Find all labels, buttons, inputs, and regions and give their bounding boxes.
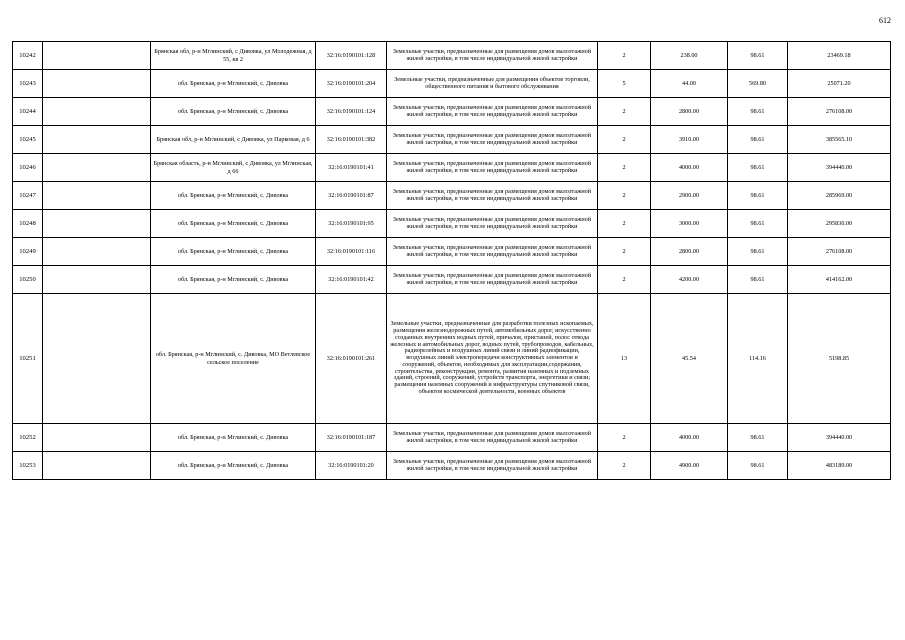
cadastral-value-cell: 23469.18 bbox=[788, 42, 891, 70]
land-use-cell: Земельные участки, предназначенные для размещения домов малоэтажной жилой застройки, в том числе индивидуальной жилой застройки bbox=[387, 98, 598, 126]
land-use-cell: Земельные участки, предназначенные для размещения объектов торговли, общественного питания и бытового обслуживания bbox=[387, 70, 598, 98]
cadastral-value-cell: 394440.00 bbox=[788, 154, 891, 182]
rate-cell: 98.61 bbox=[728, 452, 788, 480]
table-row bbox=[13, 266, 891, 294]
address-cell: Брянская обл, р-н Мглинский, с Дивовка, ул Парковая, д 6 bbox=[151, 126, 316, 154]
rate-cell: 98.61 bbox=[728, 182, 788, 210]
land-use-cell: Земельные участки, предназначенные для размещения домов малоэтажной жилой застройки, в том числе индивидуальной жилой застройки bbox=[387, 210, 598, 238]
cadastral-value-cell: 285969.00 bbox=[788, 182, 891, 210]
address-cell: обл. Брянская, р-н Мглинский, с. Дивовка bbox=[151, 70, 316, 98]
row-id-cell: 10247 bbox=[13, 182, 43, 210]
group-cell: 2 bbox=[598, 154, 651, 182]
cadastral-number-cell: 32:16:0190101:187 bbox=[316, 424, 387, 452]
address-cell: обл. Брянская, р-н Мглинский, с. Дивовка bbox=[151, 238, 316, 266]
group-cell: 2 bbox=[598, 42, 651, 70]
row-id-cell: 10243 bbox=[13, 70, 43, 98]
group-cell: 5 bbox=[598, 70, 651, 98]
table-row bbox=[13, 452, 891, 480]
cadastral-number-cell: 32:16:0190101:204 bbox=[316, 70, 387, 98]
cadastral-value-cell: 394440.00 bbox=[788, 424, 891, 452]
rate-cell: 98.61 bbox=[728, 424, 788, 452]
rate-cell: 98.61 bbox=[728, 98, 788, 126]
address-cell: обл. Брянская, р-н Мглинский, с. Дивовка bbox=[151, 266, 316, 294]
table-row bbox=[13, 182, 891, 210]
rate-cell: 98.61 bbox=[728, 238, 788, 266]
area-cell: 2900.00 bbox=[651, 182, 728, 210]
empty-cell bbox=[43, 98, 151, 126]
table-row bbox=[13, 238, 891, 266]
cadastral-number-cell: 32:16:0190101:95 bbox=[316, 210, 387, 238]
cadastral-value-cell: 25071.20 bbox=[788, 70, 891, 98]
cadastral-value-cell: 276108.00 bbox=[788, 98, 891, 126]
address-cell: обл. Брянская, р-н Мглинский, с. Дивовка bbox=[151, 210, 316, 238]
row-id-cell: 10252 bbox=[13, 424, 43, 452]
land-use-cell: Земельные участки, предназначенные для размещения домов малоэтажной жилой застройки, в том числе индивидуальной жилой застройки bbox=[387, 452, 598, 480]
rate-cell: 98.61 bbox=[728, 154, 788, 182]
area-cell: 3000.00 bbox=[651, 210, 728, 238]
area-cell: 44.00 bbox=[651, 70, 728, 98]
group-cell: 2 bbox=[598, 238, 651, 266]
area-cell: 4900.00 bbox=[651, 452, 728, 480]
cadastral-value-cell: 414162.00 bbox=[788, 266, 891, 294]
table-row bbox=[13, 154, 891, 182]
cadastral-number-cell: 32:16:0190101:382 bbox=[316, 126, 387, 154]
land-use-cell: Земельные участки, предназначенные для размещения домов малоэтажной жилой застройки, в том числе индивидуальной жилой застройки bbox=[387, 424, 598, 452]
rate-cell: 98.61 bbox=[728, 42, 788, 70]
area-cell: 45.54 bbox=[651, 294, 728, 424]
land-use-cell: Земельные участки, предназначенные для размещения домов малоэтажной жилой застройки, в том числе индивидуальной жилой застройки bbox=[387, 182, 598, 210]
group-cell: 2 bbox=[598, 210, 651, 238]
row-id-cell: 10250 bbox=[13, 266, 43, 294]
land-use-cell: Земельные участки, предназначенные для размещения домов малоэтажной жилой застройки, в том числе индивидуальной жилой застройки bbox=[387, 238, 598, 266]
address-cell: обл. Брянская, р-н Мглинский, с. Дивовка bbox=[151, 452, 316, 480]
rate-cell: 98.61 bbox=[728, 126, 788, 154]
row-id-cell: 10246 bbox=[13, 154, 43, 182]
cadastral-value-cell: 5198.85 bbox=[788, 294, 891, 424]
group-cell: 2 bbox=[598, 182, 651, 210]
cadastral-value-cell: 483189.00 bbox=[788, 452, 891, 480]
group-cell: 2 bbox=[598, 266, 651, 294]
land-use-cell: Земельные участки, предназначенные для разработки полезных ископаемых, размещения железнодорожных путей, автомобильных дорог, искусственно созданных внутренних водных путей, причалов, пристаней, полос отвода железных и автомобильных дорог, водных путей, трубопроводов, кабельных, радиорелейных и воздушных линий связи и линий радиофикации, воздушных линий электропередачи конструктивных элементов и сооружений, объектов, необходимых для эксплуатации,содержания, строительства, реконструкции, ремонта, развития наземных и подземных зданий, строений, сооружений, устройств транспорта, энергетики и связи; размещения наземных сооружений и инфраструктуры спутниковой связи, объектов космической деятельности, военных объектов bbox=[387, 294, 598, 424]
area-cell: 238.00 bbox=[651, 42, 728, 70]
cadastral-number-cell: 32:16:0190101:87 bbox=[316, 182, 387, 210]
empty-cell bbox=[43, 70, 151, 98]
rate-cell: 569.80 bbox=[728, 70, 788, 98]
empty-cell bbox=[43, 126, 151, 154]
empty-cell bbox=[43, 42, 151, 70]
empty-cell bbox=[43, 182, 151, 210]
row-id-cell: 10245 bbox=[13, 126, 43, 154]
address-cell: обл. Брянская, р-н Мглинский, с. Дивовка bbox=[151, 98, 316, 126]
rate-cell: 114.16 bbox=[728, 294, 788, 424]
empty-cell bbox=[43, 266, 151, 294]
table-row bbox=[13, 42, 891, 70]
row-id-cell: 10242 bbox=[13, 42, 43, 70]
land-use-cell: Земельные участки, предназначенные для размещения домов малоэтажной жилой застройки, в том числе индивидуальной жилой застройки bbox=[387, 266, 598, 294]
cadastral-number-cell: 32:16:0190101:261 bbox=[316, 294, 387, 424]
area-cell: 2800.00 bbox=[651, 98, 728, 126]
empty-cell bbox=[43, 294, 151, 424]
row-id-cell: 10248 bbox=[13, 210, 43, 238]
table-row bbox=[13, 98, 891, 126]
address-cell: Брянская обл, р-н Мглинский, с Дивовка, ул Молодежная, д 55, кв 2 bbox=[151, 42, 316, 70]
empty-cell bbox=[43, 210, 151, 238]
row-id-cell: 10244 bbox=[13, 98, 43, 126]
page-number: 612 bbox=[879, 16, 891, 25]
table-row bbox=[13, 126, 891, 154]
row-id-cell: 10249 bbox=[13, 238, 43, 266]
area-cell: 4000.00 bbox=[651, 424, 728, 452]
rate-cell: 98.61 bbox=[728, 266, 788, 294]
address-cell: обл. Брянская, р-н Мглинский, с. Дивовка bbox=[151, 182, 316, 210]
cadastral-number-cell: 32:16:0190101:116 bbox=[316, 238, 387, 266]
empty-cell bbox=[43, 154, 151, 182]
table-row bbox=[13, 424, 891, 452]
empty-cell bbox=[43, 424, 151, 452]
cadastral-value-cell: 295830.00 bbox=[788, 210, 891, 238]
cadastral-number-cell: 32:16:0190101:20 bbox=[316, 452, 387, 480]
address-cell: обл. Брянская, р-н Мглинский, с. Дивовка bbox=[151, 424, 316, 452]
table-row bbox=[13, 294, 891, 424]
group-cell: 2 bbox=[598, 98, 651, 126]
row-id-cell: 10251 bbox=[13, 294, 43, 424]
cadastral-number-cell: 32:16:0190101:124 bbox=[316, 98, 387, 126]
group-cell: 2 bbox=[598, 424, 651, 452]
group-cell: 2 bbox=[598, 126, 651, 154]
cadastral-value-cell: 276108.00 bbox=[788, 238, 891, 266]
rate-cell: 98.61 bbox=[728, 210, 788, 238]
area-cell: 4200.00 bbox=[651, 266, 728, 294]
area-cell: 2800.00 bbox=[651, 238, 728, 266]
area-cell: 3910.00 bbox=[651, 126, 728, 154]
address-cell: обл. Брянская, р-н Мглинский, с. Дивовка, МО Ветлевское сельское поселение bbox=[151, 294, 316, 424]
group-cell: 13 bbox=[598, 294, 651, 424]
group-cell: 2 bbox=[598, 452, 651, 480]
table-row bbox=[13, 210, 891, 238]
area-cell: 4000.00 bbox=[651, 154, 728, 182]
cadastral-number-cell: 32:16:0190101:42 bbox=[316, 266, 387, 294]
row-id-cell: 10253 bbox=[13, 452, 43, 480]
cadastral-value-cell: 385565.10 bbox=[788, 126, 891, 154]
empty-cell bbox=[43, 452, 151, 480]
cadastral-number-cell: 32:16:0190101:41 bbox=[316, 154, 387, 182]
cadastral-number-cell: 32:16:0190101:128 bbox=[316, 42, 387, 70]
land-use-cell: Земельные участки, предназначенные для размещения домов малоэтажной жилой застройки, в том числе индивидуальной жилой застройки bbox=[387, 42, 598, 70]
address-cell: Брянская область, р-н Мглинский, с Дивовка, ул Мглинская, д 66 bbox=[151, 154, 316, 182]
land-registry-table bbox=[12, 41, 891, 480]
table-row bbox=[13, 70, 891, 98]
land-use-cell: Земельные участки, предназначенные для размещения домов малоэтажной жилой застройки, в том числе индивидуальной жилой застройки bbox=[387, 154, 598, 182]
land-use-cell: Земельные участки, предназначенные для размещения домов малоэтажной жилой застройки, в том числе индивидуальной жилой застройки bbox=[387, 126, 598, 154]
empty-cell bbox=[43, 238, 151, 266]
